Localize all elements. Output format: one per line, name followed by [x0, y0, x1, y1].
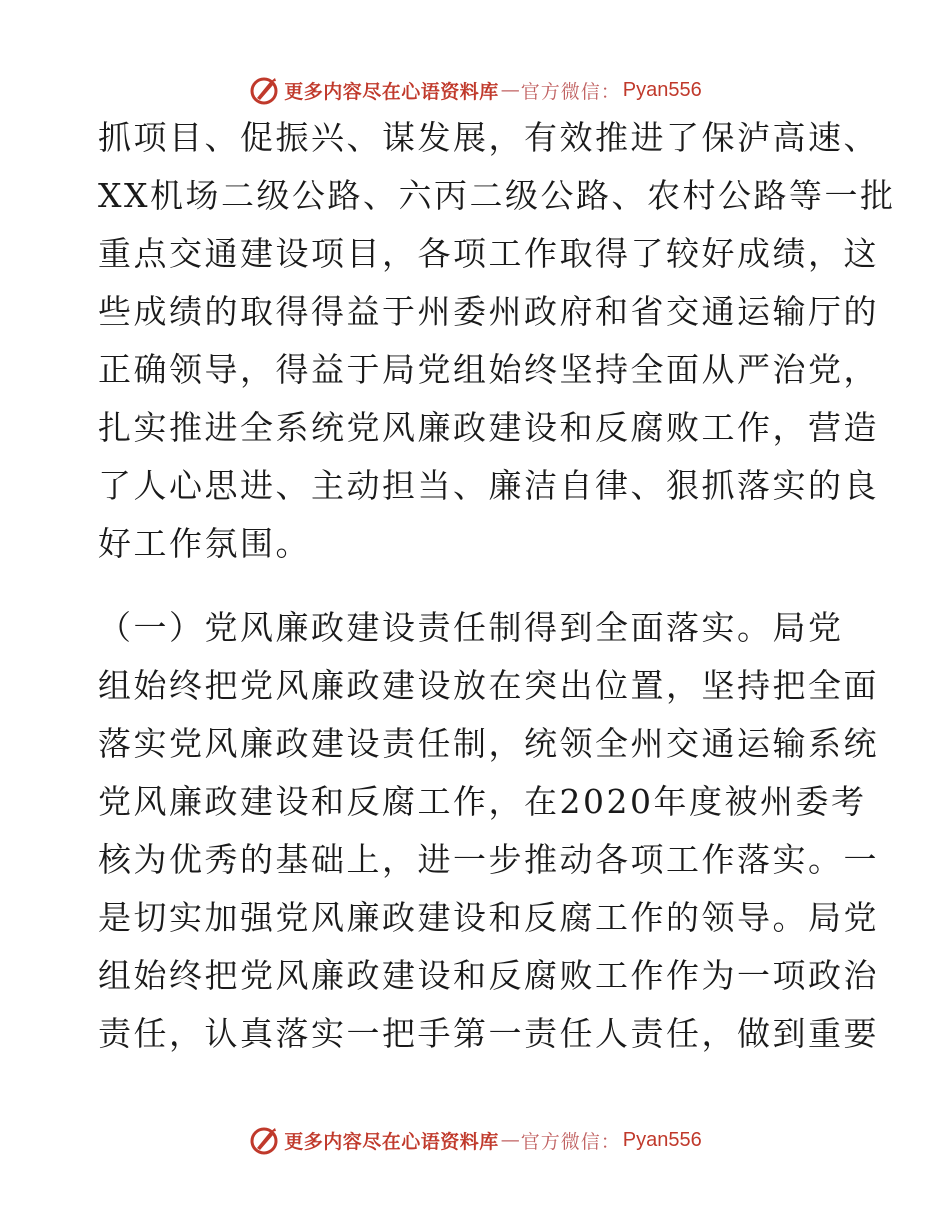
- footer-watermark: [0, 1122, 950, 1158]
- quill-icon: [248, 1124, 280, 1156]
- paragraph-1-line: 正确领导，得益于局党组始终坚持全面从严治党，: [98, 350, 879, 389]
- watermark-sub-text: 官方微信：: [520, 1130, 621, 1153]
- watermark-wechat-id: Pyan556: [622, 1128, 702, 1151]
- watermark-separator: —: [500, 1129, 519, 1151]
- quill-icon: [248, 74, 280, 106]
- watermark-separator: —: [500, 79, 519, 101]
- paragraph-2-line: 党风廉政建设和反腐工作，在2020年度被州委考: [98, 782, 867, 821]
- paragraph-2-line: 落实党风廉政建设责任制，统领全州交通运输系统: [98, 724, 879, 763]
- paragraph-2-line: 核为优秀的基础上，进一步推动各项工作落实。一: [98, 840, 879, 879]
- watermark-main-text: 更多内容尽在心语资料库: [284, 80, 499, 103]
- paragraph-1-line: 好工作氛围。: [98, 524, 311, 563]
- paragraph-2-line: （一）党风廉政建设责任制得到全面落实。局党: [98, 608, 844, 647]
- paragraph-1-line: 抓项目、促振兴、谋发展，有效推进了保泸高速、: [98, 118, 879, 157]
- paragraph-2-line: 组始终把党风廉政建设放在突出位置，坚持把全面: [98, 666, 879, 705]
- paragraph-1-line: 重点交通建设项目，各项工作取得了较好成绩，这: [98, 234, 879, 273]
- paragraph-1-line: 些成绩的取得得益于州委州政府和省交通运输厅的: [98, 292, 879, 331]
- paragraph-2-line: 责任，认真落实一把手第一责任人责任，做到重要: [98, 1014, 879, 1053]
- paragraph-2-line: 组始终把党风廉政建设和反腐败工作作为一项政治: [98, 956, 879, 995]
- paragraph-2-line: 是切实加强党风廉政建设和反腐工作的领导。局党: [98, 898, 879, 937]
- watermark-wechat-id: Pyan556: [622, 78, 702, 101]
- watermark-main-text: 更多内容尽在心语资料库: [284, 1130, 499, 1153]
- header-watermark: [0, 72, 950, 108]
- watermark-sub-text: 官方微信：: [520, 80, 621, 103]
- paragraph-1-line: XX机场二级公路、六丙二级公路、农村公路等一批: [98, 176, 896, 215]
- paragraph-1-line: 扎实推进全系统党风廉政建设和反腐败工作，营造: [98, 408, 879, 447]
- paragraph-1-line: 了人心思进、主动担当、廉洁自律、狠抓落实的良: [98, 466, 879, 505]
